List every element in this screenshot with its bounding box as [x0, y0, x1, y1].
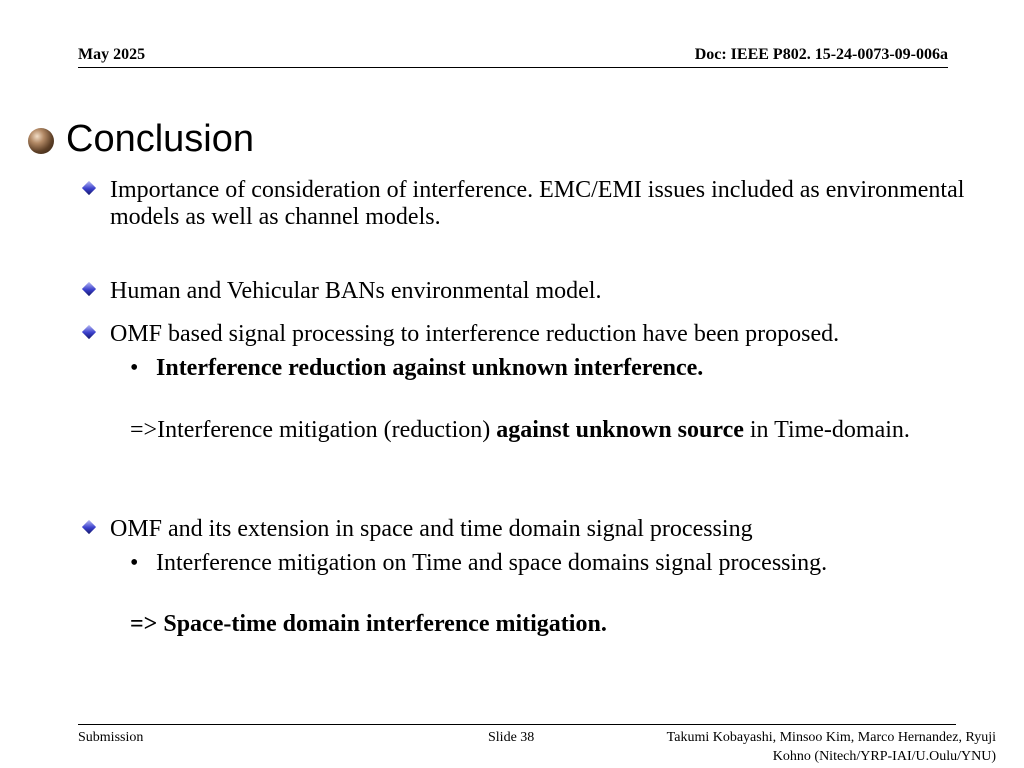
slide-title: Conclusion — [66, 118, 254, 160]
time-domain-text-post: in Time-domain. — [743, 417, 910, 443]
bullet-orb-icon — [28, 128, 54, 154]
diamond-bullet-icon — [82, 520, 96, 534]
header-rule — [78, 67, 948, 68]
diamond-bullet-icon — [82, 282, 96, 296]
time-domain-text-pre: =>Interference mitigation (reduction) — [130, 417, 497, 443]
diamond-bullet-icon — [82, 325, 96, 339]
sub-bullet-space-time-processing: Interference mitigation on Time and space domains signal processing. — [156, 550, 828, 576]
time-domain-text-bold: against unknown source — [496, 417, 744, 443]
footer-rule — [78, 724, 956, 725]
sub-paragraph-space-time-mitigation: => Space-time domain interference mitigation. — [130, 611, 607, 637]
footer-submission: Submission — [78, 730, 144, 745]
bullet-ban-model: Human and Vehicular BANs environmental model. — [110, 278, 602, 304]
footer-authors-line1: Takumi Kobayashi, Minsoo Kim, Marco Hernandez, Ryuji — [666, 730, 996, 745]
sub-bullet-dot: • — [130, 355, 139, 381]
bullet-omf-proposed: OMF based signal processing to interference reduction have been proposed. — [110, 321, 840, 347]
sub-bullet-dot: • — [130, 550, 139, 576]
footer-authors — [667, 728, 996, 766]
diamond-bullet-icon — [82, 181, 96, 195]
footer-slide-number: Slide 38 — [488, 730, 535, 745]
footer-authors-line2: Kohno (Nitech/YRP-IAI/U.Oulu/YNU) — [772, 749, 996, 764]
sub-paragraph-time-domain — [130, 417, 965, 444]
bullet-omf-extension: OMF and its extension in space and time domain signal processing — [110, 516, 753, 542]
header-date: May 2025 — [78, 46, 146, 63]
sub-bullet-unknown-interference: Interference reduction against unknown interference. — [156, 355, 704, 381]
bullet-interference-importance: Importance of consideration of interference. EMC/EMI issues included as environmental models as well as channel models. — [110, 177, 965, 230]
header-doc-id: Doc: IEEE P802. 15-24-0073-09-006a — [694, 46, 948, 63]
